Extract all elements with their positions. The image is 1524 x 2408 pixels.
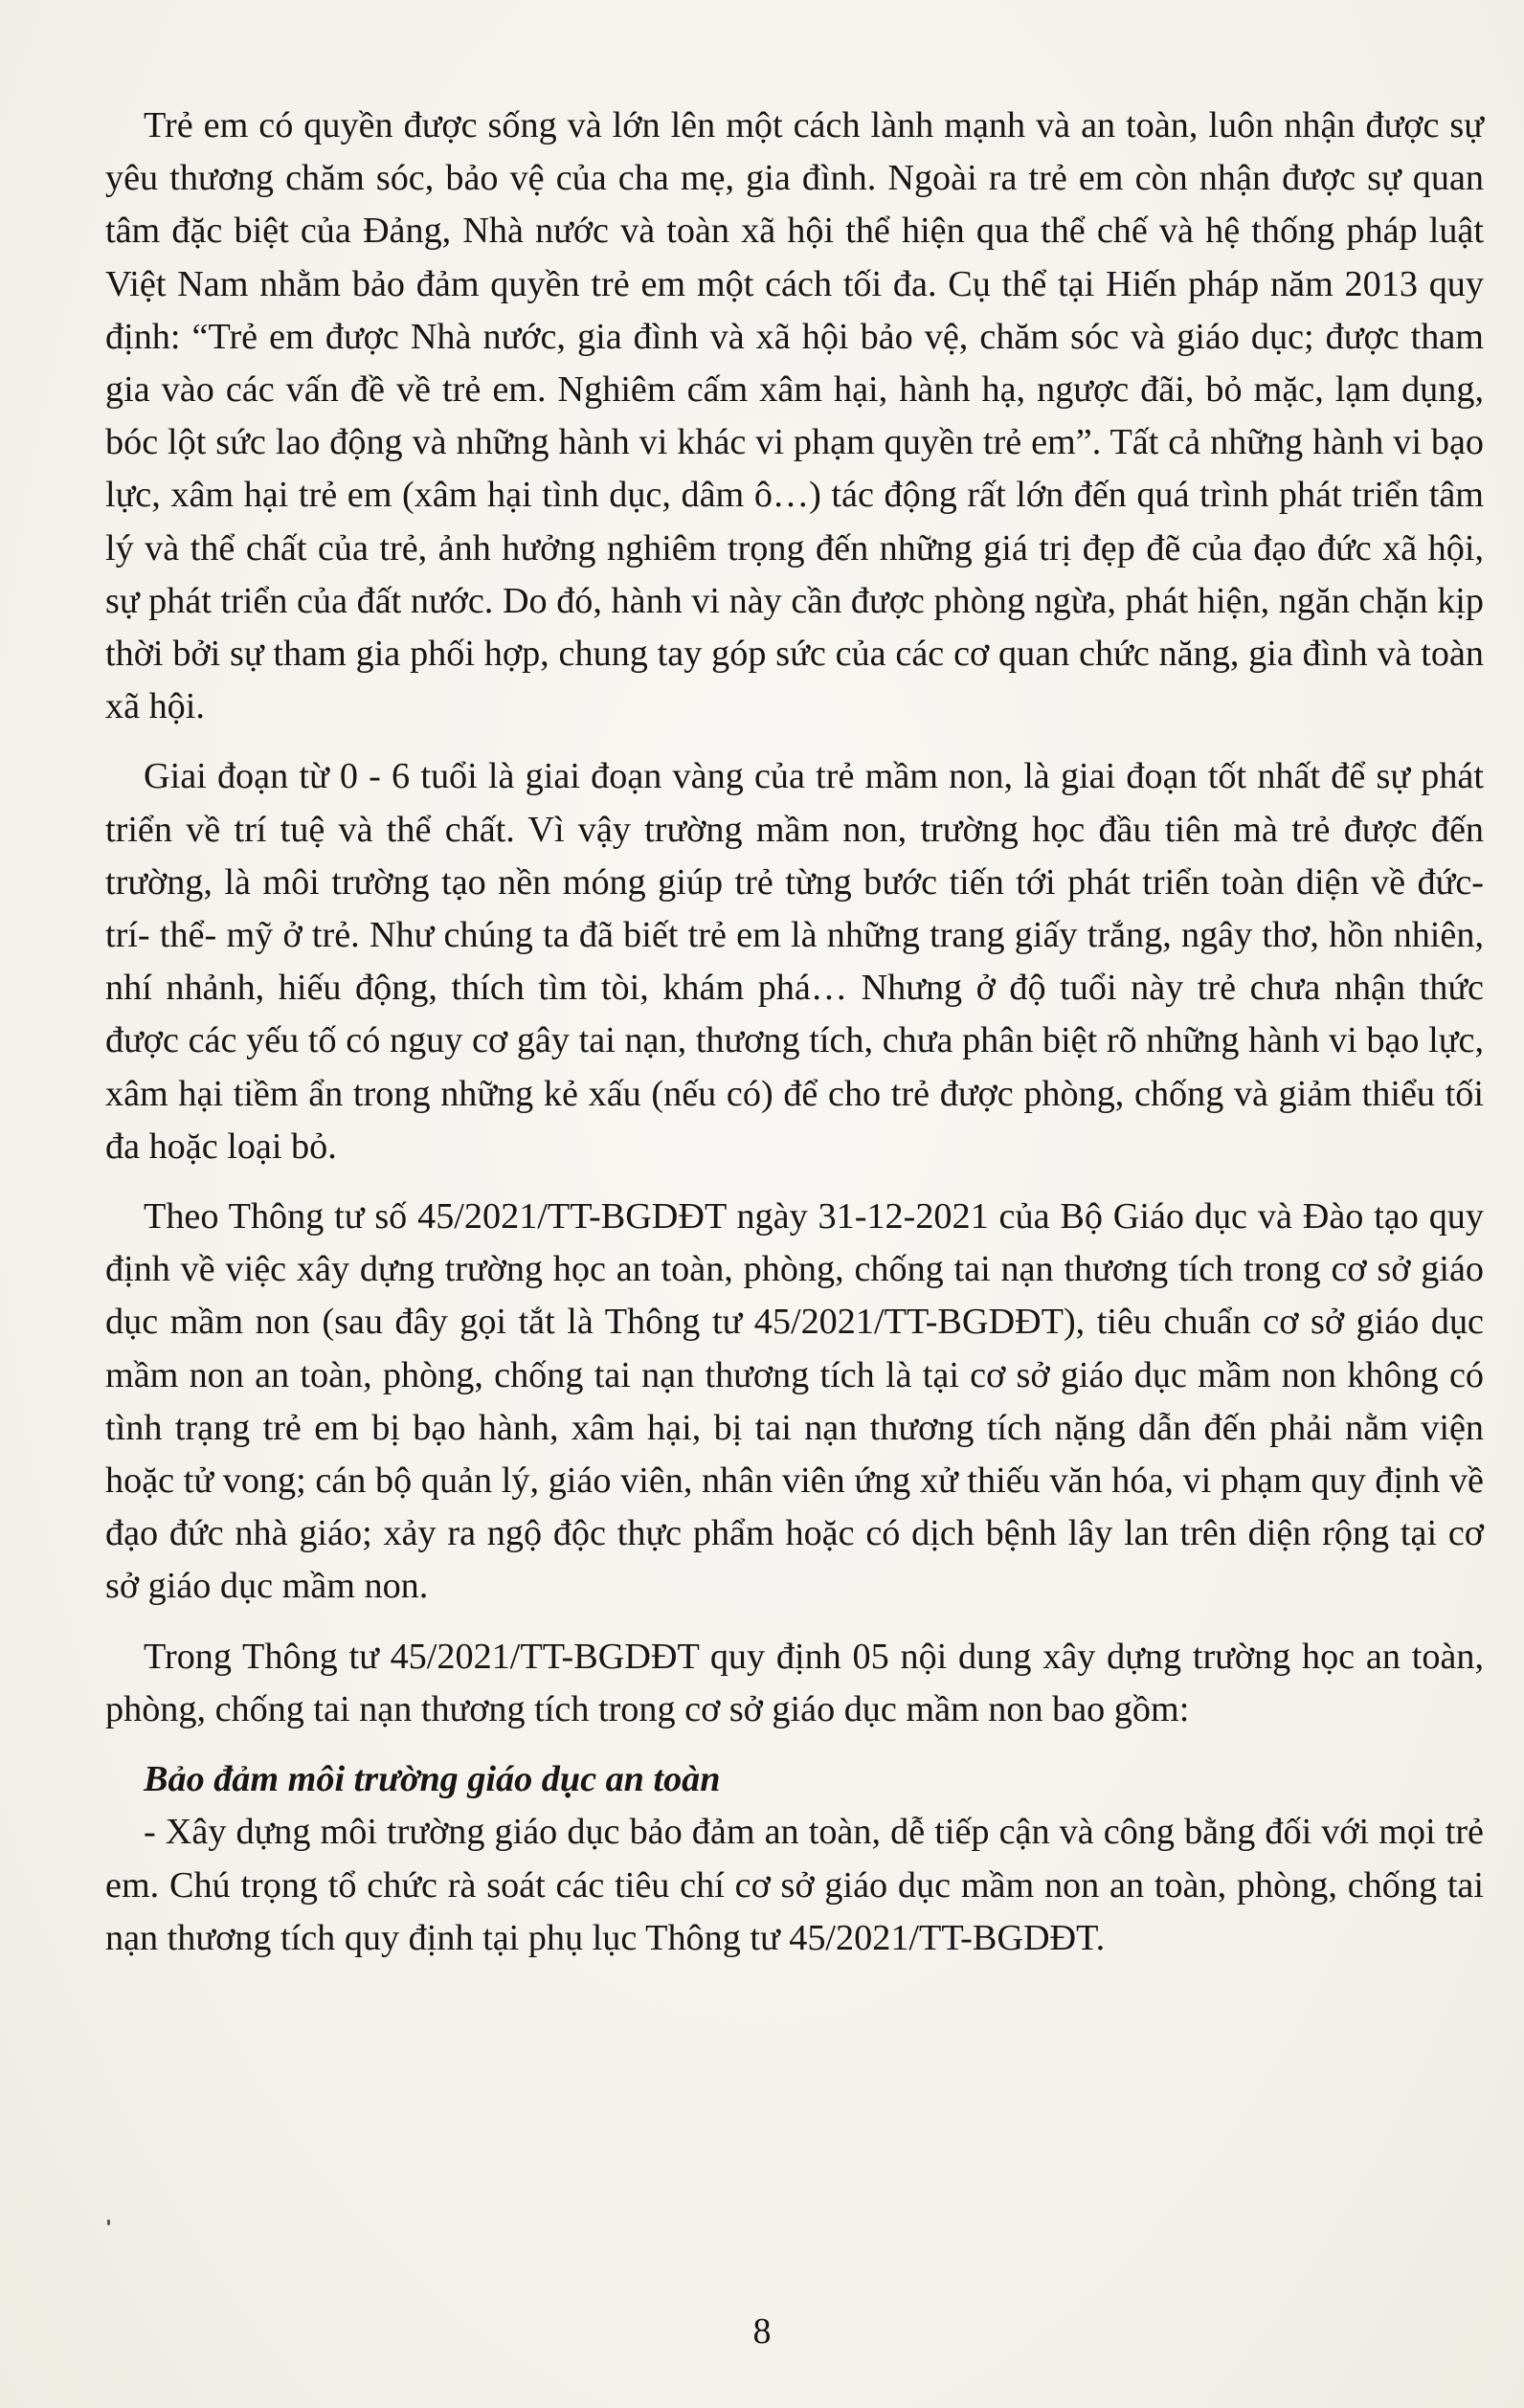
page-body <box>105 100 1484 1965</box>
page-number: 8 <box>752 2311 772 2352</box>
paragraph-circular-45: Theo Thông tư số 45/2021/TT-BGDĐT ngày 31-12-2021 của Bộ Giáo dục và Đào tạo quy định về việc xây dựng trường học an toàn, phòng, chống tai nạn thương tích trong cơ sở giáo dục mầm non (sau đây gọi tắt là Thông tư 45/2021/TT-BGDĐT), tiêu chuẩn cơ sở giáo dục mầm non an toàn, phòng, chống tai nạn thương tích là tại cơ sở giáo dục mầm non không có tình trạng trẻ em bị bạo hành, xâm hại, bị tai nạn thương tích nặng dẫn đến phải nằm viện hoặc tử vong; cán bộ quản lý, giáo viên, nhân viên ứng xử thiếu văn hóa, vi phạm quy định về đạo đức nhà giáo; xảy ra ngộ độc thực phẩm hoặc có dịch bệnh lây lan trên diện rộng tại cơ sở giáo dục mầm non. <box>105 1196 1484 1607</box>
section-heading: Bảo đảm môi trường giáo dục an toàn <box>144 1759 721 1800</box>
bullet-item: - Xây dựng môi trường giáo dục bảo đảm an toàn, dễ tiếp cận và công bằng đối với mọi trẻ em. Chú trọng tổ chức rà soát các tiêu chí cơ sở giáo dục mầm non an toàn, phòng, chống tai nạn thương tích quy định tại phụ lục Thông tư 45/2021/TT-BGDĐT. <box>105 1812 1484 1958</box>
paragraph-gap <box>105 1614 1484 1631</box>
paragraph-gap <box>105 1173 1484 1191</box>
paragraph-gap <box>105 1736 1484 1753</box>
paragraph-five-contents: Trong Thông tư 45/2021/TT-BGDĐT quy định 05 nội dung xây dựng trường học an toàn, phòng, chống tai nạn thương tích trong cơ sở giáo dục mầm non bao gồm: <box>105 1636 1484 1729</box>
paragraph-children-rights: Trẻ em có quyền được sống và lớn lên một cách lành mạnh và an toàn, luôn nhận được sự yêu thương chăm sóc, bảo vệ của cha mẹ, gia đình. Ngoài ra trẻ em còn nhận được sự quan tâm đặc biệt của Đảng, Nhà nước và toàn xã hội thể hiện qua thể chế và hệ thống pháp luật Việt Nam nhằm bảo đảm quyền trẻ em một cách tối đa. Cụ thể tại Hiến pháp năm 2013 quy định: “Trẻ em được Nhà nước, gia đình và xã hội bảo vệ, chăm sóc và giáo dục; được tham gia vào các vấn đề về trẻ em. Nghiêm cấm xâm hại, hành hạ, ngược đãi, bỏ mặc, lạm dụng, bóc lột sức lao động và những hành vi khác vi phạm quyền trẻ em”. Tất cả những hành vi bạo lực, xâm hại trẻ em (xâm hại tình dục, dâm ô…) tác động rất lớn đến quá trình phát triển tâm lý và thể chất của trẻ, ảnh hưởng nghiêm trọng đến những giá trị đẹp đẽ của đạo đức xã hội, sự phát triển của đất nước. Do đó, hành vi này cần được phòng ngừa, phát hiện, ngăn chặn kịp thời bởi sự tham gia phối hợp, chung tay góp sức của các cơ quan chức năng, gia đình và toàn xã hội. <box>105 105 1484 727</box>
paragraph-gap <box>105 733 1484 750</box>
print-speck <box>107 2219 110 2225</box>
paragraph-golden-period: Giai đoạn từ 0 - 6 tuổi là giai đoạn vàng của trẻ mầm non, là giai đoạn tốt nhất để sự phát triển về trí tuệ và thể chất. Vì vậy trường mầm non, trường học đầu tiên mà trẻ được đến trường, là môi trường tạo nền móng giúp trẻ từng bước tiến tới phát triển toàn diện về đức- trí- thể- mỹ ở trẻ. Như chúng ta đã biết trẻ em là những trang giấy trắng, ngây thơ, hồn nhiên, nhí nhảnh, hiếu động, thích tìm tòi, khám phá… Nhưng ở độ tuổi này trẻ chưa nhận thức được các yếu tố có nguy cơ gây tai nạn, thương tích, chưa phân biệt rõ những hành vi bạo lực, xâm hại tiềm ẩn trong những kẻ xấu (nếu có) để cho trẻ được phòng, chống và giảm thiểu tối đa hoặc loại bỏ. <box>105 756 1484 1167</box>
